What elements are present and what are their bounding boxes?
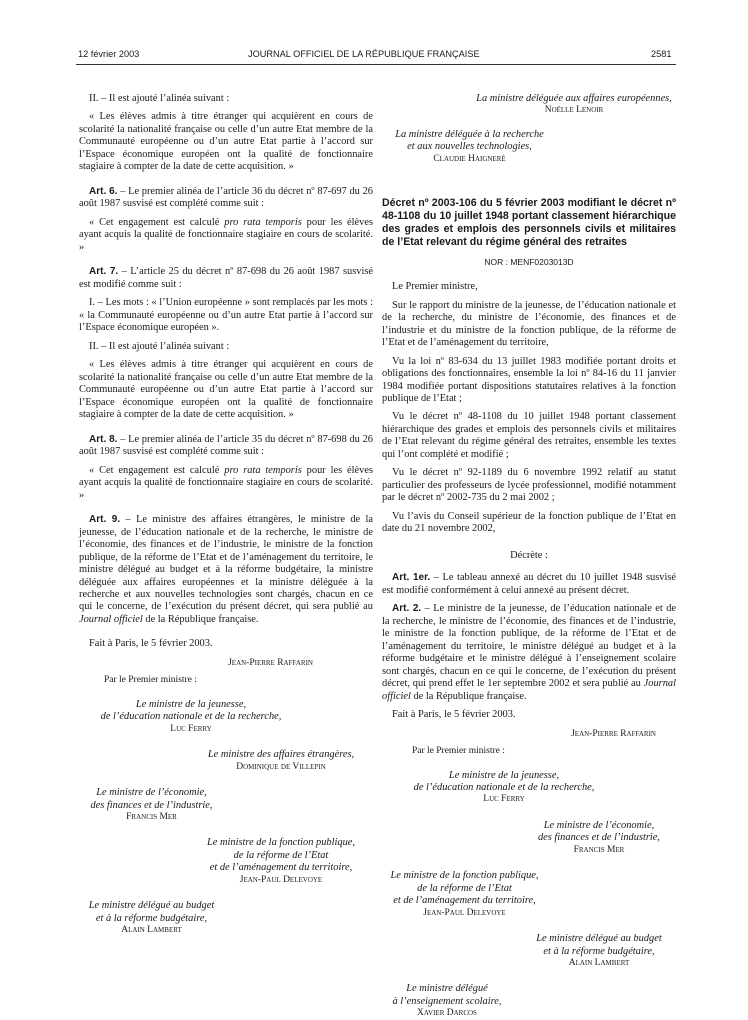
signature-title: et aux nouvelles technologies, [407,141,532,153]
fait-a-paris: Fait à Paris, le 5 février 2003. [89,638,213,650]
signature-block [382,870,547,919]
paragraph: II. – Il est ajouté l’alinéa suivant : [89,340,230,352]
article-text: – Le tableau annexé au décret du 10 juillet 1948 susvisé est modifié conformément à celui annexé au présent décret. [382,572,676,596]
signature-title: de la réforme de l’Etat [417,882,512,894]
signature-name: Xavier Darcos [417,1008,477,1019]
header-date: 12 février 2003 [78,49,140,59]
signature-title: Le ministre délégué [406,983,488,995]
signature-block [382,770,676,806]
signature-title: à l’enseignement scolaire, [392,995,502,1007]
article-text: – L’article 25 du décret nº 87-698 du 26 août 1987 susvisé est modifié comme suit : [79,266,373,290]
signature-block [382,129,557,165]
paragraph: II. – Il est ajouté l’alinéa suivant : [89,93,230,104]
article-6 [79,186,373,211]
signature-block [79,837,373,886]
article-text: – Le ministre des affaires étrangères, le ministre de la jeunesse, de l’éducation nationale et de la recherche, le ministre de l’économie, des finances et de l’industrie, le ministre de la fonction publique, de la réforme de l’Etat et de l’aménagement du territoire, le ministre délégué au budget et à la réforme budgétaire, la ministre déléguée aux affaires européennes et la ministre déléguée à la recherche et aux nouvelles technologies sont chargés, chacun en ce qui le concerne, de l’exécution du présent décret, qui sera publié au [79,514,374,613]
signature-block [382,93,676,117]
par-le-premier-ministre: Par le Premier ministre : [104,675,197,686]
paragraph: Sur le rapport du ministre de la jeunesse, de l’éducation nationale et de la recherche, du ministre de l’économie, des finances et de l’industrie et du ministre de la fonction publique, de la réforme de l’Etat et de l’aménagement du territoire, [382,299,676,349]
signature-title: Le ministre délégué au budget [88,900,215,912]
signature-title: des finances et de l’industrie, [90,799,213,811]
signature-name: Claudie Haigneré [433,153,506,164]
article-text: – Le ministre de la jeunesse, de l’éducation nationale et de la recherche, le ministre de l’économie, des finances et de l’industrie, le ministre de la fonction publique, de la réforme de l’Etat et de l’aménagement du territoire, le ministre délégué au budget et à la réforme budgétaire et le ministre délégué à l’enseignement scolaire sont chargés, chacun en ce qui le concerne, de l’exécution du présent décret, qui prend effet le 1er septembre 2002 et sera publié au [382,603,676,690]
paragraph [79,217,373,254]
italic-text: pro rata temporis [224,464,302,476]
signature-block [79,900,224,936]
paragraph: « Les élèves admis à titre étranger qui acquièrent en cours de scolarité la nationalité française ou celle d’un autre Etat membre de la Communauté européenne ou d’un autre Etat partie à l’accord sur l’Espace économique européen ont la qualité de fonctionnaire stagiaire à compter de la date de cette acquisition. » [79,111,373,173]
paragraph: Vu l’avis du Conseil supérieur de la fonction publique de l’Etat en date du 21 novembre 2002, [382,510,676,535]
signature-title: de la réforme de l’Etat [233,849,329,861]
signature-name: Dominique de Villepin [236,761,326,772]
signature-title: Le ministre de l’économie, [543,819,655,831]
signature-block [79,787,224,823]
signature-name: Francis Mer [573,844,625,855]
signature-name: Luc Ferry [170,723,212,734]
signature-name: Alain Lambert [568,958,630,969]
italic-text: Journal officiel [382,678,676,702]
signature-title: et à la réforme budgétaire, [95,912,208,924]
paragraph: I. – Les mots : « l’Union européenne » sont remplacés par les mots : « la Communauté européenne ou d’un autre Etat partie à l’accord sur l’Espace économique européen ». [79,297,373,334]
nor-reference: NOR : MENF0203013D [484,256,574,267]
paragraph: Vu le décret nº 48-1108 du 10 juillet 1948 portant classement hiérarchique des grades et emplois des personnels civils et militaires de l’Etat relevant du régime général des retraites, ensemble les textes qui l’ont complété et modifié ; [382,411,676,460]
signature-block [79,749,373,773]
signature-name: Francis Mer [126,812,177,822]
signature-title: et à la réforme budgétaire, [543,945,655,957]
signature-name: Luc Ferry [483,794,525,805]
italic-text: pro rata temporis [224,216,302,228]
header-page-number: 2581 [651,49,672,59]
article-label: Art. 2. [392,603,422,615]
article-2 [382,603,676,703]
article-8 [79,434,373,459]
article-label: Art. 6. [89,185,118,197]
page-header [0,0,748,60]
decrete: Décrète : [510,549,548,561]
signature-name: Jean-Paul Delevoye [423,907,506,918]
article-label: Art. 8. [89,433,118,445]
italic-text: Journal officiel [79,613,143,625]
article-text: – Le premier alinéa de l’article 36 du décret nº 87-697 du 26 août 1987 susvisé est complété comme suit : [79,185,373,210]
text: pour les élèves ayant acquis la qualité de fonctionnaire stagiaire en cours de scolarité. » [79,464,374,501]
right-column [382,93,676,1020]
signature-block [382,820,676,856]
paragraph: Le Premier ministre, [392,281,478,293]
decree-title: Décret nº 2003-106 du 5 février 2003 modifiant le décret nº 48-1108 du 10 juillet 1948 portant classement hiérarchique des grades et emplois des personnels civils et militaires de l’Etat relevant du régime général des retraites [382,197,676,248]
signature-title: Le ministre de la jeunesse, [448,769,560,781]
signature-block [382,933,676,969]
text: « Cet engagement est calculé [89,216,225,228]
signature-title: et de l’aménagement du territoire, [393,895,536,907]
signature-title: de l’éducation nationale et de la recherche, [413,782,595,793]
signature-title: Le ministre de la jeunesse, [135,698,247,710]
signature-block [79,699,373,735]
signature-title: La ministre déléguée aux affaires européennes, [476,93,672,104]
text: de la République française. [142,613,259,625]
paragraph [79,465,373,502]
paragraph: « Les élèves admis à titre étranger qui acquièrent en cours de scolarité la nationalité française ou celle d’un autre Etat membre de la Communauté européenne ou d’un autre Etat partie à l’accord sur l’Espace économique européen ont la qualité de fonctionnaire stagiaire à compter de la date de cette acquisition. » [79,359,373,421]
article-7 [79,266,373,291]
article-1 [382,572,676,597]
text: « Cet engagement est calculé [89,464,225,476]
par-le-premier-ministre: Par le Premier ministre : [412,746,505,757]
signature-name: Alain Lambert [121,925,182,936]
signature-title: La ministre déléguée à la recherche [395,128,544,140]
fait-a-paris: Fait à Paris, le 5 février 2003. [392,709,516,721]
paragraph: Vu le décret nº 92-1189 du 6 novembre 1992 relatif au statut particulier des professeurs de lycée professionnel, modifié notamment par le décret nº 2002-735 du 2 mai 2002 ; [382,467,676,504]
article-9 [79,514,373,626]
signature-title: et de l’aménagement du territoire, [209,862,353,874]
paragraph: Vu la loi nº 83-634 du 13 juillet 1983 modifiée portant droits et obligations des fonctionnaires, ensemble la loi nº 84-16 du 11 janvier 1984 modifiée portant dispositions statutaires relatives à la fonction publique de l’Etat ; [382,355,676,404]
article-label: Art. 7. [89,266,119,278]
signature-block [382,983,512,1019]
text: de la République française. [410,690,527,702]
signature-title: Le ministre des affaires étrangères, [207,749,355,761]
signature-name: Noëlle Lenoir [544,105,604,116]
text: pour les élèves ayant acquis la qualité de fonctionnaire stagiaire en cours de scolarité. » [79,216,374,253]
article-text: – Le premier alinéa de l’article 35 du décret nº 87-698 du 26 août 1987 susvisé est complété comme suit : [79,433,373,458]
signature-title: de l’éducation nationale et de la recherche, [100,711,282,723]
article-label: Art. 1er. [392,572,431,584]
article-label: Art. 9. [89,514,121,526]
left-column [79,93,373,937]
signature-title: Le ministre de l’économie, [96,787,207,799]
signer-name: Jean-Pierre Raffarin [228,657,313,668]
signature-title: des finances et de l’industrie, [537,832,661,844]
signature-name: Jean-Paul Delevoye [239,874,323,885]
signature-title: Le ministre délégué au budget [536,933,662,945]
signature-title: Le ministre de la fonction publique, [390,870,539,882]
signature-title: Le ministre de la fonction publique, [207,837,355,849]
header-journal-title: JOURNAL OFFICIEL DE LA RÉPUBLIQUE FRANÇAISE [248,49,480,59]
header-rule [76,64,676,65]
signer-name: Jean-Pierre Raffarin [571,728,656,739]
